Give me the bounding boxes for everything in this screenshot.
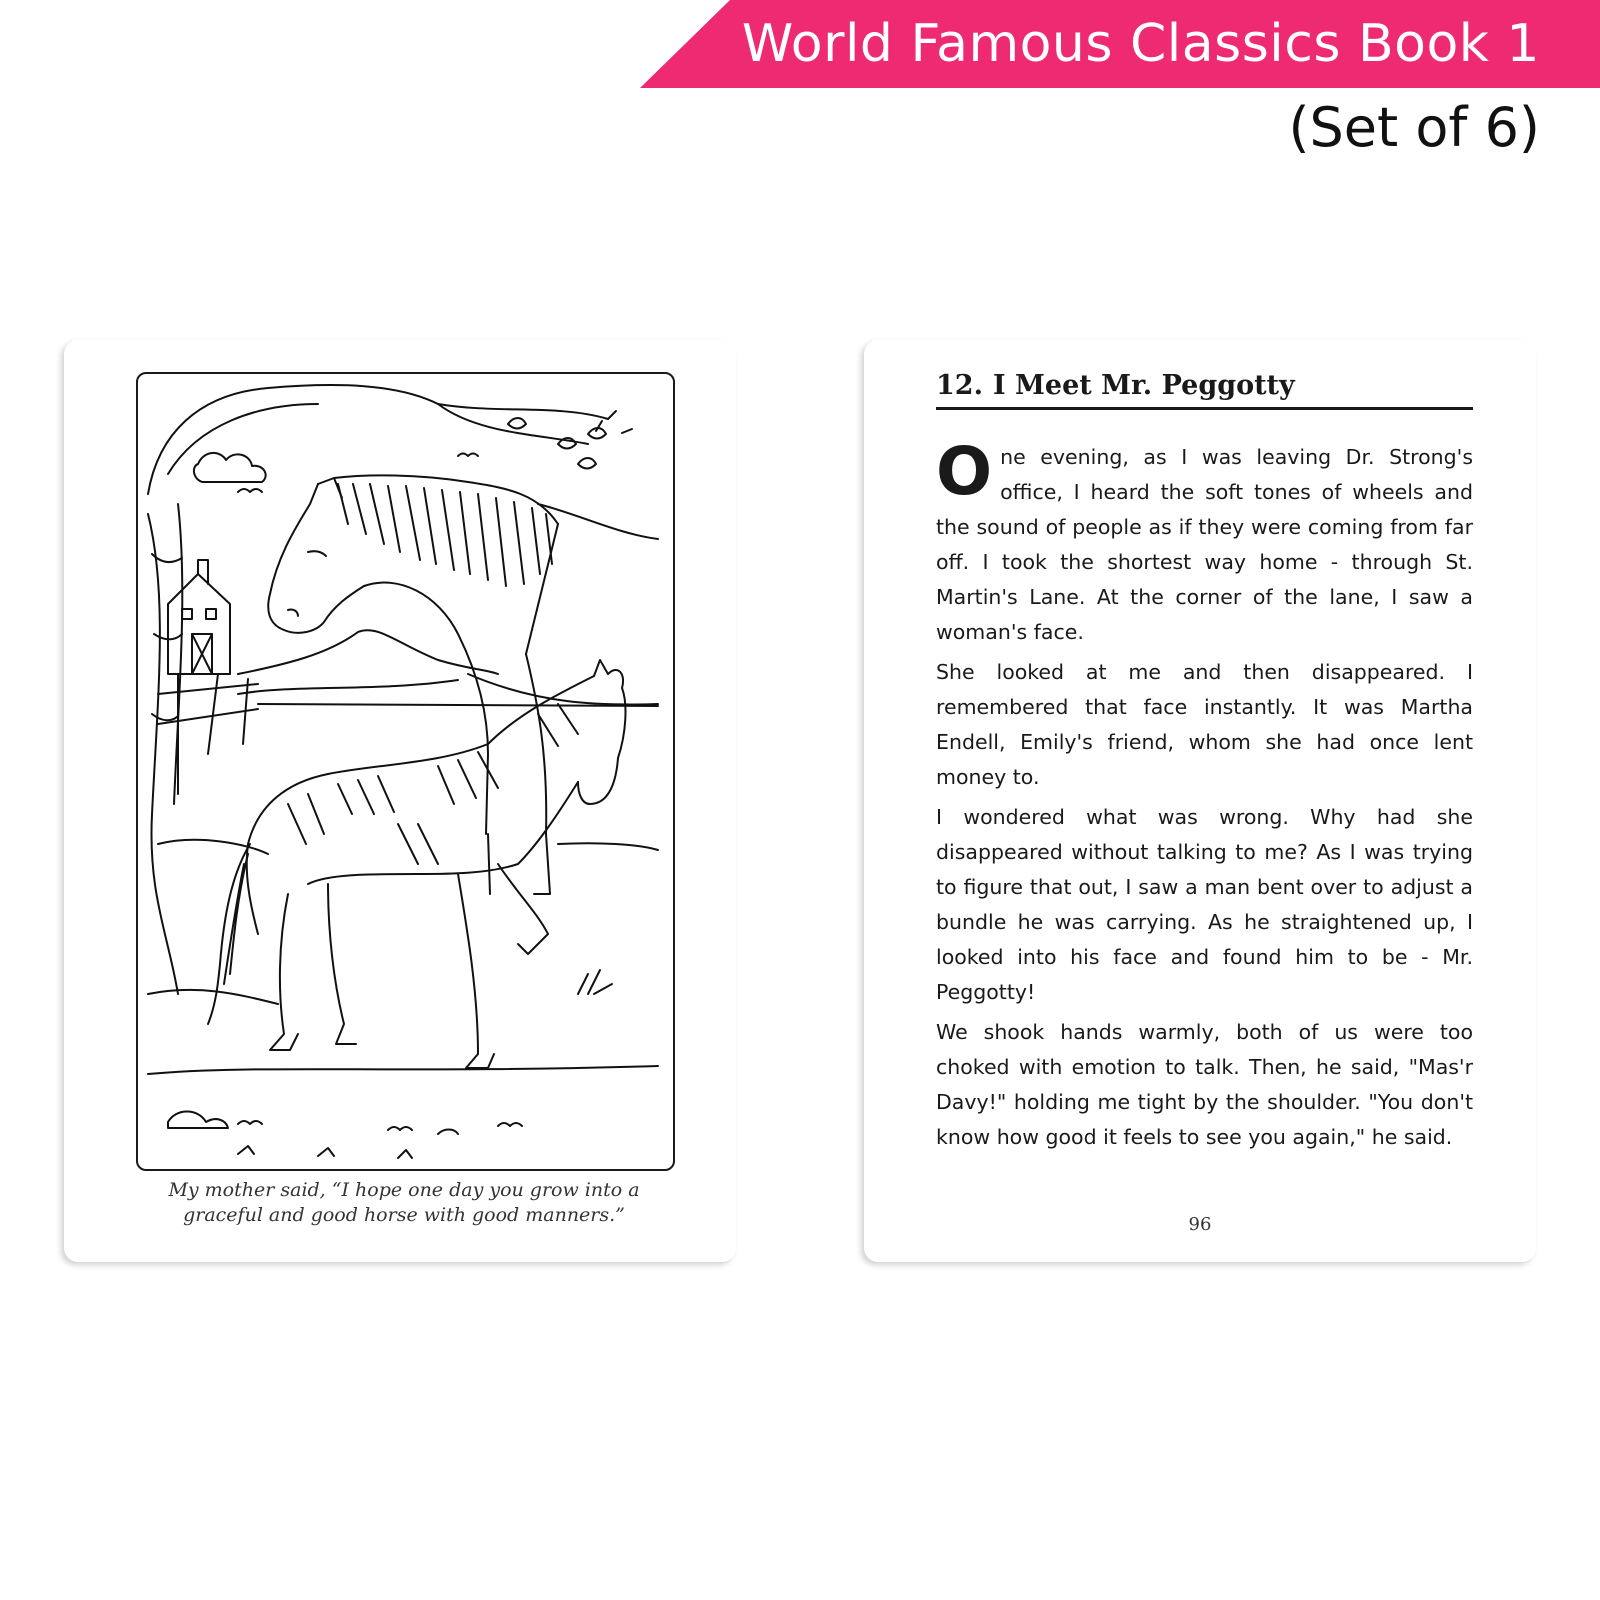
caption-line-1: My mother said, “I hope one day you grow into a (168, 1179, 640, 1201)
chapter-number: 12. (936, 370, 983, 401)
paragraph-1-text: ne evening, as I was leaving Dr. Strong's office, I heard the soft tones of wheels and the sound of people as if they were coming from far off. I took the shortest way home - through St. Martin's Lane. At the corner of the lane, I saw a woman's face. (936, 445, 1473, 644)
left-book-page (64, 340, 736, 1262)
illustration-caption (104, 1178, 704, 1228)
drop-cap: O (936, 433, 993, 510)
paragraph-2: She looked at me and then disappeared. I remembered that face instantly. It was Martha Endell, Emily's friend, whom she had once lent money to. (936, 660, 1473, 789)
caption-line-2: graceful and good horse with good manners.” (183, 1204, 625, 1226)
chapter-heading (936, 370, 1473, 410)
page-number: 96 (1188, 1214, 1212, 1235)
chapter-body (936, 433, 1473, 1160)
paragraph-1 (936, 433, 1473, 650)
product-title: World Famous Classics Book 1 (741, 14, 1540, 74)
paragraph-3: I wondered what was wrong. Why had she disappeared without talking to me? As I was trying to figure that out, I saw a man bent over to adjust a bundle he was carrying. As he straightened up, I looked into his face and found him to be - Mr. Peggotty! (936, 805, 1473, 1004)
chapter-title: I Meet Mr. Peggotty (992, 370, 1295, 401)
paragraph-4: We shook hands warmly, both of us were too choked with emotion to talk. Then, he said, "Mas'r Davy!" holding me tight by the shoulder. "You don't know how good it feels to see you again," he said. (936, 1020, 1473, 1149)
product-subtitle: (Set of 6) (1288, 96, 1540, 159)
right-book-page (864, 340, 1536, 1262)
horse-illustration (136, 372, 675, 1171)
